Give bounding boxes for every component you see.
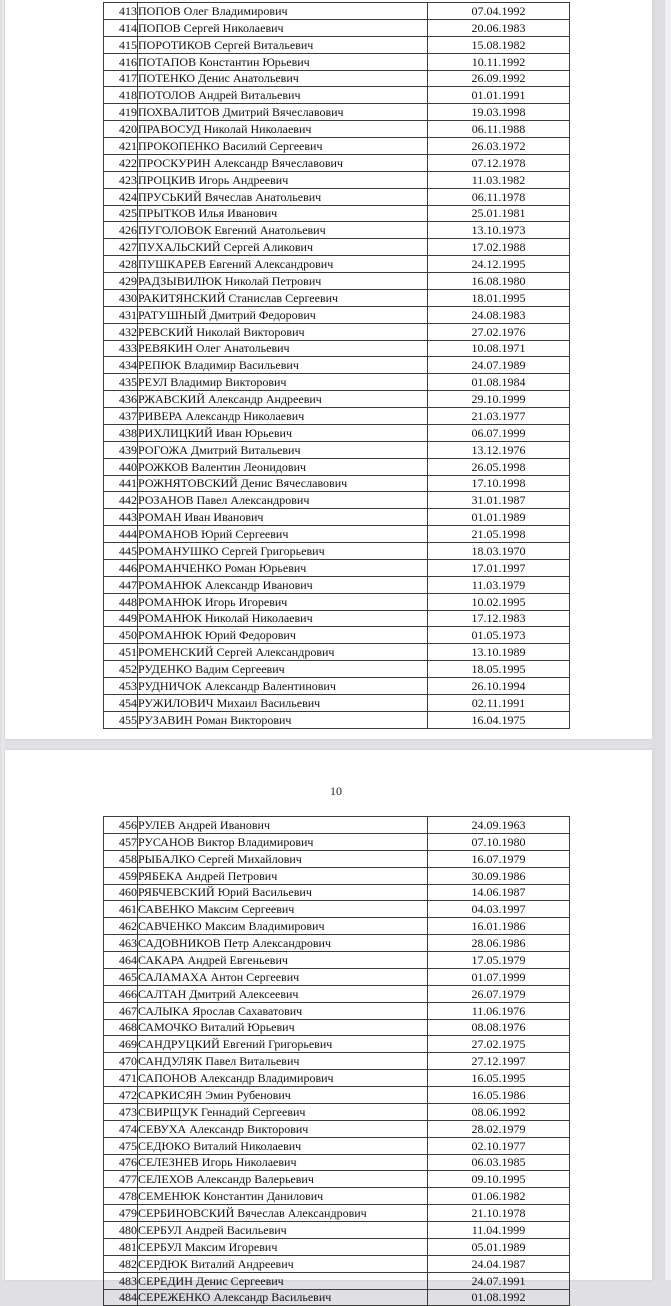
- person-name: САВЧЕНКО Максим Владимирович: [138, 918, 428, 935]
- table-row: [104, 1120, 570, 1137]
- birth-date: 26.07.1979: [428, 985, 570, 1002]
- person-name: РАКИТЯНСКИЙ Станислав Сергеевич: [138, 289, 428, 306]
- birth-date: 18.03.1970: [428, 543, 570, 560]
- person-name: РОМАН Иван Иванович: [138, 509, 428, 526]
- person-name: СЕРБИНОВСКИЙ Вячеслав Александрович: [138, 1205, 428, 1222]
- person-name: РУСАНОВ Виктор Владимирович: [138, 833, 428, 850]
- row-number: 463: [104, 935, 138, 952]
- birth-date: 27.02.1976: [428, 323, 570, 340]
- birth-date: 20.06.1983: [428, 19, 570, 36]
- person-name: СЕРЕЖЕНКО Александр Васильевич: [138, 1289, 428, 1306]
- birth-date: 14.06.1987: [428, 884, 570, 901]
- birth-date: 17.05.1979: [428, 952, 570, 969]
- row-number: 445: [104, 543, 138, 560]
- row-number: 436: [104, 391, 138, 408]
- birth-date: 28.02.1979: [428, 1120, 570, 1137]
- birth-date: 13.10.1973: [428, 222, 570, 239]
- person-name: РЕПЮК Владимир Васильевич: [138, 357, 428, 374]
- document-page-9: [5, 0, 652, 739]
- page-number: 10: [330, 784, 342, 798]
- table-row: [104, 627, 570, 644]
- table-row: [104, 678, 570, 695]
- birth-date: 01.08.1992: [428, 1289, 570, 1306]
- row-number: 453: [104, 678, 138, 695]
- row-number: 440: [104, 458, 138, 475]
- person-name: РЯБЕКА Андрей Петрович: [138, 867, 428, 884]
- birth-date: 21.10.1978: [428, 1205, 570, 1222]
- birth-date: 26.10.1994: [428, 678, 570, 695]
- table-row: [104, 968, 570, 985]
- person-name: РУЗАВИН Роман Викторович: [138, 711, 428, 728]
- birth-date: 08.08.1976: [428, 1019, 570, 1036]
- birth-date: 10.08.1971: [428, 340, 570, 357]
- row-number: 470: [104, 1053, 138, 1070]
- birth-date: 26.05.1998: [428, 458, 570, 475]
- table-row: [104, 222, 570, 239]
- person-name: РЕУЛ Владимир Викторович: [138, 374, 428, 391]
- table-row: [104, 1036, 570, 1053]
- row-number: 481: [104, 1238, 138, 1255]
- table-row: [104, 424, 570, 441]
- person-name: САНДУЛЯК Павел Витальевич: [138, 1053, 428, 1070]
- person-name: ПУГОЛОВОК Евгений Анатольевич: [138, 222, 428, 239]
- birth-date: 07.10.1980: [428, 833, 570, 850]
- row-number: 431: [104, 306, 138, 323]
- table-row: [104, 867, 570, 884]
- birth-date: 28.06.1986: [428, 935, 570, 952]
- table-row: [104, 543, 570, 560]
- table-row: [104, 935, 570, 952]
- birth-date: 15.08.1982: [428, 36, 570, 53]
- row-number: 477: [104, 1171, 138, 1188]
- row-number: 444: [104, 526, 138, 543]
- document-page-10: [5, 750, 652, 1305]
- person-name: РАТУШНЫЙ Дмитрий Федорович: [138, 306, 428, 323]
- row-number: 457: [104, 833, 138, 850]
- birth-date: 10.11.1992: [428, 53, 570, 70]
- birth-date: 01.01.1989: [428, 509, 570, 526]
- person-name: ПРУСЬКИЙ Вячеслав Анатольевич: [138, 188, 428, 205]
- birth-date: 07.04.1992: [428, 3, 570, 20]
- birth-date: 17.12.1983: [428, 610, 570, 627]
- person-name: САЛАМАХА Антон Сергеевич: [138, 968, 428, 985]
- row-number: 437: [104, 408, 138, 425]
- row-number: 439: [104, 441, 138, 458]
- table-row: [104, 3, 570, 20]
- birth-date: 16.04.1975: [428, 711, 570, 728]
- person-name: СЕРБУЛ Максим Игоревич: [138, 1238, 428, 1255]
- table-row: [104, 610, 570, 627]
- row-number: 450: [104, 627, 138, 644]
- table-row: [104, 1087, 570, 1104]
- row-number: 417: [104, 70, 138, 87]
- table-row: [104, 1019, 570, 1036]
- person-name: РУЛЕВ Андрей Иванович: [138, 817, 428, 834]
- person-name: САДОВНИКОВ Петр Александрович: [138, 935, 428, 952]
- table-row: [104, 154, 570, 171]
- row-number: 426: [104, 222, 138, 239]
- row-number: 428: [104, 256, 138, 273]
- person-name: САЛЫКА Ярослав Сахаватович: [138, 1002, 428, 1019]
- table-row: [104, 952, 570, 969]
- birth-date: 11.04.1999: [428, 1222, 570, 1239]
- person-name: РОЖКОВ Валентин Леонидович: [138, 458, 428, 475]
- table-row: [104, 53, 570, 70]
- person-name: РОГОЖА Дмитрий Витальевич: [138, 441, 428, 458]
- birth-date: 19.03.1998: [428, 104, 570, 121]
- person-name: РОЗАНОВ Павел Александрович: [138, 492, 428, 509]
- table-row: [104, 817, 570, 834]
- table-row: [104, 661, 570, 678]
- table-row: [104, 121, 570, 138]
- row-number: 413: [104, 3, 138, 20]
- row-number: 467: [104, 1002, 138, 1019]
- row-number: 458: [104, 850, 138, 867]
- birth-date: 17.02.1988: [428, 239, 570, 256]
- table-row: [104, 239, 570, 256]
- person-name: СЕДЮКО Виталий Николаевич: [138, 1137, 428, 1154]
- birth-date: 01.01.1991: [428, 87, 570, 104]
- birth-date: 24.12.1995: [428, 256, 570, 273]
- person-name: САПОНОВ Александр Владимирович: [138, 1070, 428, 1087]
- person-name: РЫБАЛКО Сергей Михайлович: [138, 850, 428, 867]
- table-row: [104, 901, 570, 918]
- row-number: 478: [104, 1188, 138, 1205]
- birth-date: 11.03.1982: [428, 171, 570, 188]
- table-row: [104, 1289, 570, 1306]
- table-row: [104, 985, 570, 1002]
- row-number: 416: [104, 53, 138, 70]
- table-row: [104, 273, 570, 290]
- row-number: 435: [104, 374, 138, 391]
- row-number: 446: [104, 559, 138, 576]
- person-name: ПУХАЛЬСКИЙ Сергей Аликович: [138, 239, 428, 256]
- row-number: 474: [104, 1120, 138, 1137]
- birth-date: 21.05.1998: [428, 526, 570, 543]
- table-row: [104, 850, 570, 867]
- person-name: РЕВСКИЙ Николай Викторович: [138, 323, 428, 340]
- birth-date: 24.04.1987: [428, 1255, 570, 1272]
- row-number: 433: [104, 340, 138, 357]
- table-row: [104, 1103, 570, 1120]
- person-name: ПОХВАЛИТОВ Дмитрий Вячеславович: [138, 104, 428, 121]
- table-row: [104, 559, 570, 576]
- row-number: 464: [104, 952, 138, 969]
- row-number: 451: [104, 644, 138, 661]
- table-row: [104, 441, 570, 458]
- person-name: РИХЛИЦКИЙ Иван Юрьевич: [138, 424, 428, 441]
- birth-date: 16.05.1995: [428, 1070, 570, 1087]
- table-row: [104, 1255, 570, 1272]
- person-name: РОМАНЮК Игорь Игоревич: [138, 593, 428, 610]
- person-name: САВЕНКО Максим Сергеевич: [138, 901, 428, 918]
- table-row: [104, 1272, 570, 1289]
- row-number: 422: [104, 154, 138, 171]
- table-row: [104, 458, 570, 475]
- table-row: [104, 70, 570, 87]
- row-number: 484: [104, 1289, 138, 1306]
- birth-date: 05.01.1989: [428, 1238, 570, 1255]
- table-row: [104, 884, 570, 901]
- person-name: РЕВЯКИН Олег Анатольевич: [138, 340, 428, 357]
- person-name: САНДРУЦКИЙ Евгений Григорьевич: [138, 1036, 428, 1053]
- table-row: [104, 1171, 570, 1188]
- birth-date: 09.10.1995: [428, 1171, 570, 1188]
- person-name: СЕЛЕЗНЕВ Игорь Николаевич: [138, 1154, 428, 1171]
- person-name: РАДЗЫВИЛЮК Николай Петрович: [138, 273, 428, 290]
- row-number: 452: [104, 661, 138, 678]
- person-name: ПРОЦКИВ Игорь Андреевич: [138, 171, 428, 188]
- row-number: 430: [104, 289, 138, 306]
- person-name: РОМЕНСКИЙ Сергей Александрович: [138, 644, 428, 661]
- birth-date: 24.09.1963: [428, 817, 570, 834]
- person-name: РЖАВСКИЙ Александр Андреевич: [138, 391, 428, 408]
- birth-date: 21.03.1977: [428, 408, 570, 425]
- birth-date: 01.05.1973: [428, 627, 570, 644]
- birth-date: 29.10.1999: [428, 391, 570, 408]
- birth-date: 16.01.1986: [428, 918, 570, 935]
- person-name: САЛТАН Дмитрий Алексеевич: [138, 985, 428, 1002]
- row-number: 461: [104, 901, 138, 918]
- birth-date: 02.10.1977: [428, 1137, 570, 1154]
- table-row: [104, 526, 570, 543]
- person-name: РУДЕНКО Вадим Сергеевич: [138, 661, 428, 678]
- row-number: 456: [104, 817, 138, 834]
- table-row: [104, 576, 570, 593]
- birth-date: 30.09.1986: [428, 867, 570, 884]
- person-name: ПОТАПОВ Константин Юрьевич: [138, 53, 428, 70]
- table-row: [104, 188, 570, 205]
- row-number: 414: [104, 19, 138, 36]
- birth-date: 18.05.1995: [428, 661, 570, 678]
- person-name: РОМАНЧЕНКО Роман Юрьевич: [138, 559, 428, 576]
- table-row: [104, 1238, 570, 1255]
- person-name: РОЖНЯТОВСКИЙ Денис Вячеславович: [138, 475, 428, 492]
- birth-date: 25.01.1981: [428, 205, 570, 222]
- person-name: СЕЛЕХОВ Александр Валерьевич: [138, 1171, 428, 1188]
- person-name: РОМАНЮК Юрий Федорович: [138, 627, 428, 644]
- birth-date: 26.09.1992: [428, 70, 570, 87]
- birth-date: 31.01.1987: [428, 492, 570, 509]
- table-row: [104, 1002, 570, 1019]
- person-name: РИВЕРА Александр Николаевич: [138, 408, 428, 425]
- birth-date: 06.11.1988: [428, 121, 570, 138]
- row-number: 418: [104, 87, 138, 104]
- birth-date: 27.12.1997: [428, 1053, 570, 1070]
- table-row: [104, 1070, 570, 1087]
- birth-date: 04.03.1997: [428, 901, 570, 918]
- table-row: [104, 918, 570, 935]
- birth-date: 16.08.1980: [428, 273, 570, 290]
- row-number: 471: [104, 1070, 138, 1087]
- birth-date: 16.07.1979: [428, 850, 570, 867]
- table-row: [104, 171, 570, 188]
- viewer-right-gutter: [652, 0, 671, 1280]
- person-name: ПУШКАРЕВ Евгений Александрович: [138, 256, 428, 273]
- person-name: СЕМЕНЮК Константин Данилович: [138, 1188, 428, 1205]
- person-name: СЕРДЮК Виталий Андреевич: [138, 1255, 428, 1272]
- table-row: [104, 1222, 570, 1239]
- table-row: [104, 340, 570, 357]
- birth-date: 06.07.1999: [428, 424, 570, 441]
- table-row: [104, 694, 570, 711]
- row-number: 475: [104, 1137, 138, 1154]
- birth-date: 18.01.1995: [428, 289, 570, 306]
- row-number: 432: [104, 323, 138, 340]
- table-row: [104, 306, 570, 323]
- person-name: САКАРА Андрей Евгеньевич: [138, 952, 428, 969]
- person-name: ПРОСКУРИН Александр Вячеславович: [138, 154, 428, 171]
- birth-date: 02.11.1991: [428, 694, 570, 711]
- row-number: 480: [104, 1222, 138, 1239]
- row-number: 459: [104, 867, 138, 884]
- table-row: [104, 509, 570, 526]
- row-number: 434: [104, 357, 138, 374]
- row-number: 442: [104, 492, 138, 509]
- row-number: 424: [104, 188, 138, 205]
- row-number: 472: [104, 1087, 138, 1104]
- person-name: САРКИСЯН Эмин Рубенович: [138, 1087, 428, 1104]
- row-number: 466: [104, 985, 138, 1002]
- table-row: [104, 644, 570, 661]
- birth-date: 24.07.1991: [428, 1272, 570, 1289]
- person-name: РОМАНЮК Николай Николаевич: [138, 610, 428, 627]
- row-number: 468: [104, 1019, 138, 1036]
- person-name: РУЖИЛОВИЧ Михаил Васильевич: [138, 694, 428, 711]
- birth-date: 16.05.1986: [428, 1087, 570, 1104]
- person-name: РОМАНУШКО Сергей Григорьевич: [138, 543, 428, 560]
- person-name: СЕВУХА Александр Викторович: [138, 1120, 428, 1137]
- row-number: 455: [104, 711, 138, 728]
- row-number: 419: [104, 104, 138, 121]
- person-name: САМОЧКО Виталий Юрьевич: [138, 1019, 428, 1036]
- row-number: 438: [104, 424, 138, 441]
- birth-date: 01.06.1982: [428, 1188, 570, 1205]
- table-row: [104, 1188, 570, 1205]
- table-row: [104, 323, 570, 340]
- birth-date: 17.10.1998: [428, 475, 570, 492]
- person-name: ПОТЕНКО Денис Анатольевич: [138, 70, 428, 87]
- table-row: [104, 87, 570, 104]
- person-name: СВИРЩУК Геннадий Сергеевич: [138, 1103, 428, 1120]
- table-row: [104, 492, 570, 509]
- row-number: 482: [104, 1255, 138, 1272]
- table-row: [104, 36, 570, 53]
- birth-date: 17.01.1997: [428, 559, 570, 576]
- row-number: 427: [104, 239, 138, 256]
- table-row: [104, 475, 570, 492]
- row-number: 421: [104, 138, 138, 155]
- row-number: 415: [104, 36, 138, 53]
- person-name: СЕРЕДИН Денис Сергеевич: [138, 1272, 428, 1289]
- table-row: [104, 357, 570, 374]
- birth-date: 13.10.1989: [428, 644, 570, 661]
- birth-date: 06.03.1985: [428, 1154, 570, 1171]
- person-name: РОМАНОВ Юрий Сергеевич: [138, 526, 428, 543]
- person-name: РОМАНЮК Александр Иванович: [138, 576, 428, 593]
- person-name: РЯБЧЕВСКИЙ Юрий Васильевич: [138, 884, 428, 901]
- personnel-table: [103, 816, 570, 1306]
- table-row: [104, 408, 570, 425]
- person-name: ПОПОВ Сергей Николаевич: [138, 19, 428, 36]
- row-number: 447: [104, 576, 138, 593]
- table-row: [104, 1053, 570, 1070]
- personnel-table: [103, 2, 570, 729]
- table-row: [104, 138, 570, 155]
- birth-date: 10.02.1995: [428, 593, 570, 610]
- table-row: [104, 289, 570, 306]
- birth-date: 06.11.1978: [428, 188, 570, 205]
- birth-date: 08.06.1992: [428, 1103, 570, 1120]
- row-number: 483: [104, 1272, 138, 1289]
- table-row: [104, 1205, 570, 1222]
- row-number: 469: [104, 1036, 138, 1053]
- person-name: СЕРБУЛ Андрей Васильевич: [138, 1222, 428, 1239]
- row-number: 454: [104, 694, 138, 711]
- row-number: 420: [104, 121, 138, 138]
- row-number: 423: [104, 171, 138, 188]
- table-row: [104, 374, 570, 391]
- person-name: ПОРОТИКОВ Сергей Витальевич: [138, 36, 428, 53]
- person-name: РУДНИЧОК Александр Валентинович: [138, 678, 428, 695]
- birth-date: 13.12.1976: [428, 441, 570, 458]
- row-number: 449: [104, 610, 138, 627]
- table-row: [104, 205, 570, 222]
- birth-date: 11.06.1976: [428, 1002, 570, 1019]
- row-number: 476: [104, 1154, 138, 1171]
- birth-date: 11.03.1979: [428, 576, 570, 593]
- person-name: ПОПОВ Олег Владимирович: [138, 3, 428, 20]
- birth-date: 24.07.1989: [428, 357, 570, 374]
- birth-date: 07.12.1978: [428, 154, 570, 171]
- row-number: 460: [104, 884, 138, 901]
- person-name: ПОТОЛОВ Андрей Витальевич: [138, 87, 428, 104]
- table-row: [104, 833, 570, 850]
- table-row: [104, 256, 570, 273]
- row-number: 441: [104, 475, 138, 492]
- row-number: 429: [104, 273, 138, 290]
- row-number: 473: [104, 1103, 138, 1120]
- table-row: [104, 19, 570, 36]
- row-number: 465: [104, 968, 138, 985]
- person-name: ПРАВОСУД Николай Николаевич: [138, 121, 428, 138]
- row-number: 462: [104, 918, 138, 935]
- table-row: [104, 593, 570, 610]
- table-row: [104, 1154, 570, 1171]
- person-name: ПРЫТКОВ Илья Иванович: [138, 205, 428, 222]
- table-row: [104, 104, 570, 121]
- birth-date: 27.02.1975: [428, 1036, 570, 1053]
- birth-date: 01.08.1984: [428, 374, 570, 391]
- row-number: 425: [104, 205, 138, 222]
- row-number: 479: [104, 1205, 138, 1222]
- birth-date: 24.08.1983: [428, 306, 570, 323]
- row-number: 448: [104, 593, 138, 610]
- table-row: [104, 711, 570, 728]
- table-row: [104, 1137, 570, 1154]
- birth-date: 26.03.1972: [428, 138, 570, 155]
- row-number: 443: [104, 509, 138, 526]
- table-row: [104, 391, 570, 408]
- person-name: ПРОКОПЕНКО Василий Сергеевич: [138, 138, 428, 155]
- birth-date: 01.07.1999: [428, 968, 570, 985]
